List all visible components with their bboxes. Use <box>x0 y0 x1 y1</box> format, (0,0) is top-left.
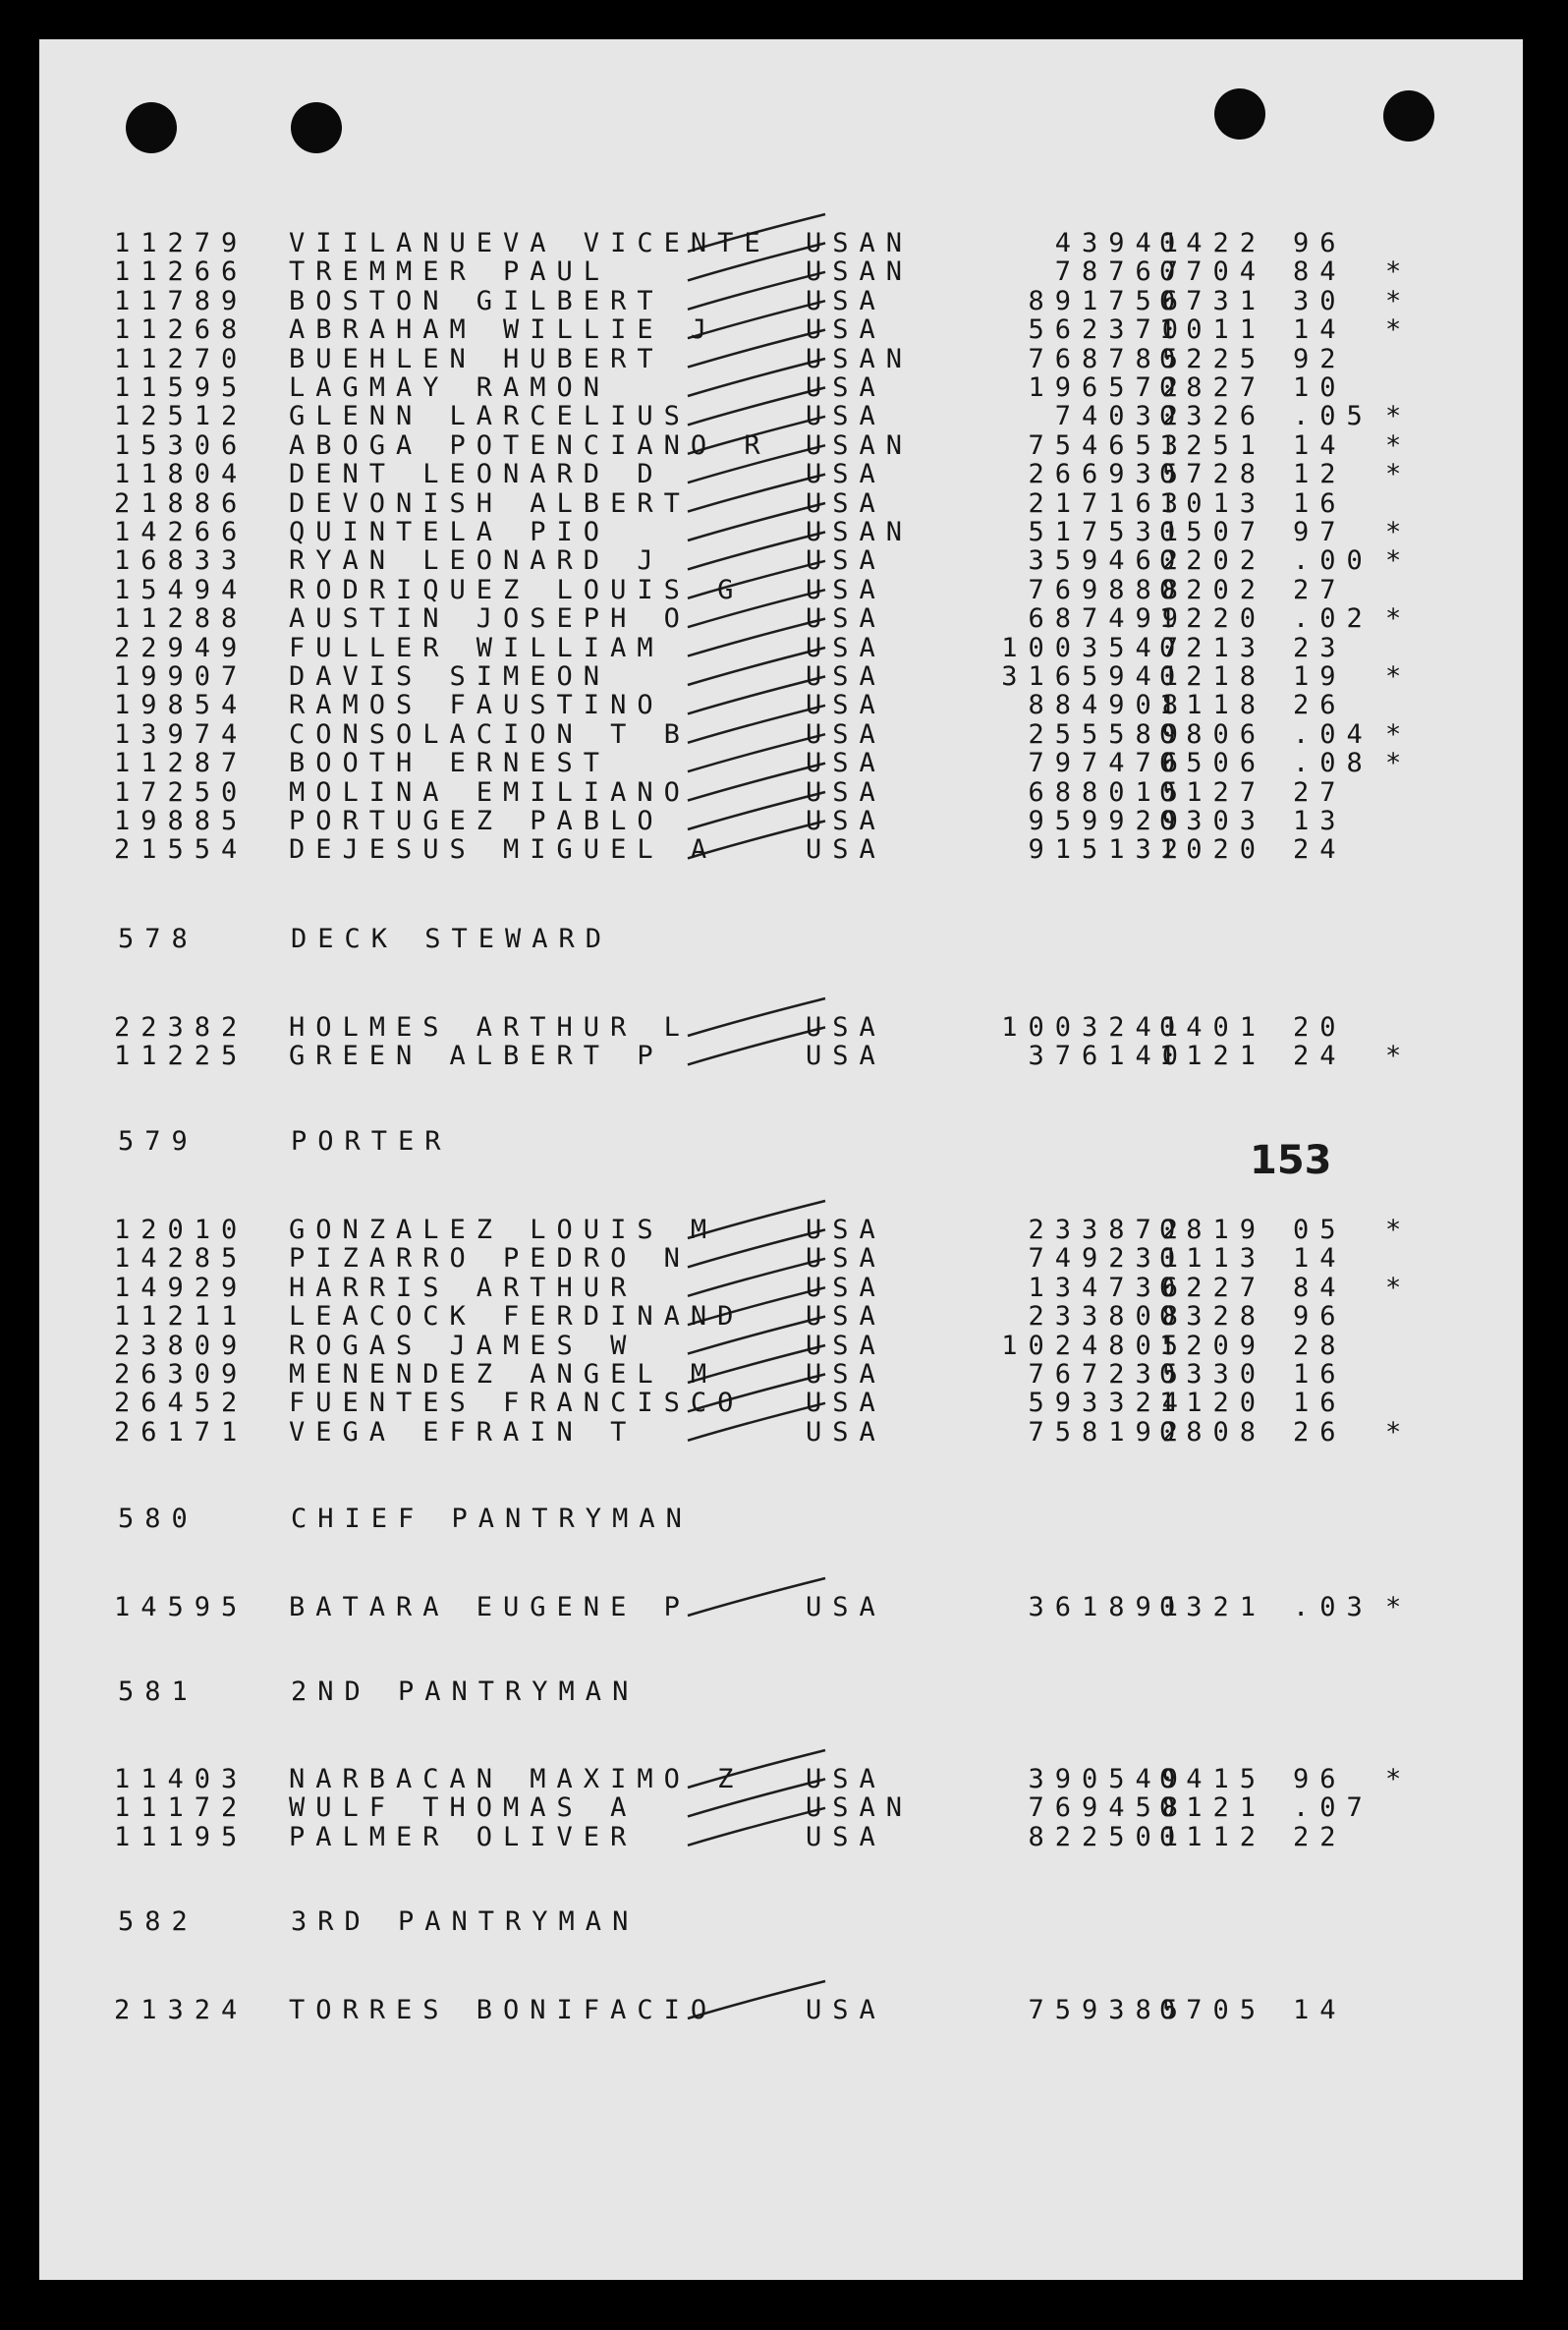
date-code: 1011 <box>1159 314 1267 346</box>
section-heading <box>39 1906 1523 1936</box>
crew-row <box>39 1995 1523 2024</box>
section-heading <box>39 1504 1523 1533</box>
employee-number: 26309 <box>114 1359 249 1390</box>
document-number: 1024805 <box>1001 1330 1189 1361</box>
crew-row <box>39 256 1523 286</box>
date-code: 0218 <box>1159 661 1267 692</box>
document-number: 884908 <box>1028 690 1189 721</box>
crew-name: HOLMES ARTHUR L <box>289 1012 691 1043</box>
date-code: 0121 <box>1159 1792 1267 1824</box>
citizenship: USA <box>806 1243 886 1275</box>
crew-row <box>39 344 1523 373</box>
employee-number: 11789 <box>114 285 249 316</box>
asterisk-mark: * <box>1385 1764 1413 1794</box>
section-heading <box>39 924 1523 953</box>
citizenship: USA <box>806 1301 886 1333</box>
crew-name: BUEHLEN HUBERT <box>289 343 664 374</box>
date-code: 0705 <box>1159 1995 1267 2025</box>
employee-number: 22949 <box>114 632 249 663</box>
crew-row <box>39 1388 1523 1417</box>
date-code: 0506 <box>1159 748 1267 779</box>
crew-name: HARRIS ARTHUR <box>289 1272 638 1303</box>
document-number: 769888 <box>1028 574 1189 605</box>
section-title: 3RD PANTRYMAN <box>291 1906 640 1937</box>
citizenship: USA <box>806 1388 886 1419</box>
crew-name: FUENTES FRANCISCO <box>289 1388 745 1419</box>
year-code: .03 <box>1293 1592 1373 1622</box>
crew-name: GLENN LARCELIUS <box>289 401 691 432</box>
year-code: 96 <box>1293 1764 1347 1794</box>
crew-name: AUSTIN JOSEPH O <box>289 603 691 635</box>
document-number: 562370 <box>1028 314 1189 346</box>
document-number: 361891 <box>1028 1592 1189 1622</box>
date-code: 1020 <box>1159 834 1267 866</box>
crew-name: PIZARRO PEDRO N <box>289 1243 691 1275</box>
year-code: .07 <box>1293 1792 1373 1824</box>
date-code: 1251 <box>1159 429 1267 461</box>
employee-number: 11287 <box>114 748 249 779</box>
citizenship: USA <box>806 1359 886 1390</box>
year-code: 16 <box>1293 1388 1347 1419</box>
year-code: 84 <box>1293 256 1347 288</box>
date-code: 0827 <box>1159 372 1267 403</box>
crew-row <box>39 1273 1523 1302</box>
date-code: 0328 <box>1159 1301 1267 1333</box>
employee-number: 11403 <box>114 1764 249 1794</box>
crew-row <box>39 488 1523 518</box>
date-code: 0303 <box>1159 806 1267 836</box>
citizenship: USA <box>806 834 886 866</box>
date-code: 0728 <box>1159 459 1267 490</box>
crew-name: WULF THOMAS A <box>289 1792 638 1824</box>
employee-number: 11195 <box>114 1821 249 1852</box>
citizenship: USAN <box>806 517 914 547</box>
year-code: 16 <box>1293 487 1347 519</box>
year-code: 28 <box>1293 1330 1347 1361</box>
year-code: 92 <box>1293 343 1347 374</box>
employee-number: 11279 <box>114 228 249 258</box>
crew-row <box>39 1359 1523 1389</box>
document-number: 266935 <box>1028 459 1189 490</box>
year-code: 23 <box>1293 632 1347 663</box>
crew-name: PORTUGEZ PABLO <box>289 806 664 836</box>
crew-row <box>39 690 1523 719</box>
citizenship: USA <box>806 806 886 836</box>
crew-name: BATARA EUGENE P <box>289 1592 691 1622</box>
date-code: 0415 <box>1159 1764 1267 1794</box>
crew-row <box>39 1792 1523 1822</box>
date-code: 0127 <box>1159 776 1267 808</box>
document-number: 233808 <box>1028 1301 1189 1333</box>
crew-name: TORRES BONIFACIO <box>289 1995 718 2025</box>
document-number: 1003241 <box>1001 1012 1189 1043</box>
crew-name: DAVIS SIMEON <box>289 661 611 692</box>
year-code: 13 <box>1293 806 1347 836</box>
document-number: 517531 <box>1028 517 1189 547</box>
document-number: 797476 <box>1028 748 1189 779</box>
employee-number: 26452 <box>114 1388 249 1419</box>
date-code: 0731 <box>1159 285 1267 316</box>
employee-number: 22382 <box>114 1012 249 1043</box>
employee-number: 21554 <box>114 834 249 866</box>
document-number: 822501 <box>1028 1821 1189 1852</box>
crew-name: BOOTH ERNEST <box>289 748 611 779</box>
crew-row <box>39 1417 1523 1447</box>
asterisk-mark: * <box>1385 285 1413 316</box>
crew-name: ABRAHAM WILLIE J <box>289 314 718 346</box>
date-code: 0113 <box>1159 1243 1267 1275</box>
date-code: 1121 <box>1159 1041 1267 1072</box>
crew-row <box>39 633 1523 662</box>
section-title: 2ND PANTRYMAN <box>291 1676 640 1707</box>
document-number: 255589 <box>1028 718 1189 750</box>
crew-row <box>39 575 1523 604</box>
date-code: 0213 <box>1159 632 1267 663</box>
crew-row <box>39 1331 1523 1360</box>
crew-name: NARBACAN MAXIMO Z <box>289 1764 745 1794</box>
year-code: 30 <box>1293 285 1347 316</box>
crew-name: BOSTON GILBERT <box>289 285 664 316</box>
crew-row <box>39 1012 1523 1042</box>
crew-row <box>39 777 1523 807</box>
employee-number: 17250 <box>114 776 249 808</box>
year-code: 24 <box>1293 1041 1347 1072</box>
crew-name: MENENDEZ ANGEL M <box>289 1359 718 1390</box>
crew-row <box>39 1301 1523 1331</box>
crew-name: ROGAS JAMES W <box>289 1330 638 1361</box>
document-number: 217163 <box>1028 487 1189 519</box>
document-number: 891756 <box>1028 285 1189 316</box>
employee-number: 19907 <box>114 661 249 692</box>
crew-row <box>39 372 1523 402</box>
section-title: CHIEF PANTRYMAN <box>291 1504 693 1534</box>
date-code: 0321 <box>1159 1592 1267 1622</box>
employee-number: 23809 <box>114 1330 249 1361</box>
crew-row <box>39 314 1523 344</box>
asterisk-mark: * <box>1385 314 1413 346</box>
citizenship: USA <box>806 1764 886 1794</box>
section-code: 579 <box>118 1126 198 1157</box>
year-code: 27 <box>1293 776 1347 808</box>
asterisk-mark: * <box>1385 661 1413 692</box>
asterisk-mark: * <box>1385 1041 1413 1072</box>
date-code: 0112 <box>1159 1821 1267 1852</box>
section-heading <box>39 1126 1523 1156</box>
document-number: 754653 <box>1028 429 1189 461</box>
date-code: 0806 <box>1159 718 1267 750</box>
year-code: .00 <box>1293 545 1373 577</box>
employee-number: 12010 <box>114 1215 249 1245</box>
document-number: 688015 <box>1028 776 1189 808</box>
citizenship: USA <box>806 314 886 346</box>
asterisk-mark: * <box>1385 718 1413 750</box>
year-code: 05 <box>1293 1215 1347 1245</box>
year-code: 16 <box>1293 1359 1347 1390</box>
document-number: 593324 <box>1028 1388 1189 1419</box>
crew-row <box>39 430 1523 460</box>
section-code: 580 <box>118 1504 198 1534</box>
citizenship: USA <box>806 1012 886 1043</box>
year-code: 19 <box>1293 661 1347 692</box>
year-code: 12 <box>1293 459 1347 490</box>
document-number: 915132 <box>1028 834 1189 866</box>
document-number: 759385 <box>1028 1995 1189 2025</box>
citizenship: USA <box>806 1821 886 1852</box>
citizenship: USA <box>806 574 886 605</box>
employee-number: 12512 <box>114 401 249 432</box>
crew-name: DEVONISH ALBERT <box>289 487 691 519</box>
crew-row <box>39 1764 1523 1793</box>
crew-name: RAMOS FAUSTINO <box>289 690 664 721</box>
asterisk-mark: * <box>1385 517 1413 547</box>
year-code: 96 <box>1293 1301 1347 1333</box>
crew-row <box>39 1592 1523 1621</box>
year-code: .02 <box>1293 603 1373 635</box>
document-number: 134736 <box>1028 1272 1189 1303</box>
year-code: 14 <box>1293 1995 1347 2025</box>
crew-name: MOLINA EMILIANO <box>289 776 691 808</box>
employee-number: 21324 <box>114 1995 249 2025</box>
citizenship: USAN <box>806 343 914 374</box>
crew-name: VEGA EFRAIN T <box>289 1416 638 1448</box>
crew-row <box>39 1041 1523 1070</box>
crew-name: LAGMAY RAMON <box>289 372 611 403</box>
citizenship: USA <box>806 1592 886 1622</box>
citizenship: USA <box>806 1041 886 1072</box>
date-code: 1220 <box>1159 603 1267 635</box>
citizenship: USA <box>806 487 886 519</box>
date-code: 0330 <box>1159 1359 1267 1390</box>
crew-name: RODRIQUEZ LOUIS G <box>289 574 745 605</box>
crew-name: PALMER OLIVER <box>289 1821 638 1852</box>
document-number: 196572 <box>1028 372 1189 403</box>
crew-name: QUINTELA PIO <box>289 517 611 547</box>
crew-name: GONZALEZ LOUIS M <box>289 1215 718 1245</box>
document-number: 1003547 <box>1001 632 1189 663</box>
citizenship: USA <box>806 1995 886 2025</box>
section-code: 578 <box>118 924 198 954</box>
section-heading <box>39 1676 1523 1706</box>
asterisk-mark: * <box>1385 459 1413 490</box>
year-code: 96 <box>1293 228 1347 258</box>
year-code: 24 <box>1293 834 1347 866</box>
citizenship: USA <box>806 748 886 779</box>
employee-number: 14285 <box>114 1243 249 1275</box>
employee-number: 11268 <box>114 314 249 346</box>
crew-row <box>39 719 1523 749</box>
year-code: .04 <box>1293 718 1373 750</box>
crew-name: DEJESUS MIGUEL A <box>289 834 718 866</box>
asterisk-mark: * <box>1385 429 1413 461</box>
document-number: 749231 <box>1028 1243 1189 1275</box>
citizenship: USA <box>806 1330 886 1361</box>
crew-row <box>39 1243 1523 1273</box>
citizenship: USA <box>806 372 886 403</box>
employee-number: 15306 <box>114 429 249 461</box>
year-code: 84 <box>1293 1272 1347 1303</box>
document-number: 43941 <box>1054 228 1189 258</box>
citizenship: USA <box>806 459 886 490</box>
section-code: 582 <box>118 1906 198 1937</box>
document-number: 78767 <box>1054 256 1189 288</box>
date-code: 1118 <box>1159 690 1267 721</box>
employee-number: 11288 <box>114 603 249 635</box>
section-title: DECK STEWARD <box>291 924 613 954</box>
citizenship: USA <box>806 690 886 721</box>
date-code: 0507 <box>1159 517 1267 547</box>
crew-name: LEACOCK FERDINAND <box>289 1301 745 1333</box>
employee-number: 14595 <box>114 1592 249 1622</box>
year-code: 22 <box>1293 1821 1347 1852</box>
crew-name: CONSOLACION T B <box>289 718 691 750</box>
date-code: 0704 <box>1159 256 1267 288</box>
asterisk-mark: * <box>1385 545 1413 577</box>
document-number: 359462 <box>1028 545 1189 577</box>
crew-row <box>39 1822 1523 1851</box>
year-code: 14 <box>1293 314 1347 346</box>
employee-number: 11270 <box>114 343 249 374</box>
asterisk-mark: * <box>1385 256 1413 288</box>
crew-row <box>39 603 1523 633</box>
crew-row <box>39 545 1523 575</box>
employee-number: 11211 <box>114 1301 249 1333</box>
crew-row <box>39 286 1523 315</box>
document-number: 3165941 <box>1001 661 1189 692</box>
crew-name: VIILANUEVA VICENTE <box>289 228 771 258</box>
employee-number: 11804 <box>114 459 249 490</box>
citizenship: USA <box>806 285 886 316</box>
employee-number: 15494 <box>114 574 249 605</box>
asterisk-mark: * <box>1385 1592 1413 1622</box>
section-code: 581 <box>118 1676 198 1707</box>
employee-number: 14266 <box>114 517 249 547</box>
document-page <box>39 39 1523 2280</box>
employee-number: 19854 <box>114 690 249 721</box>
page-number: 153 <box>1250 1138 1332 1183</box>
crew-row <box>39 459 1523 488</box>
year-code: 97 <box>1293 517 1347 547</box>
crew-row <box>39 517 1523 546</box>
crew-name: ABOGA POTENCIANO R <box>289 429 771 461</box>
document-number: 233872 <box>1028 1215 1189 1245</box>
year-code: 10 <box>1293 372 1347 403</box>
crew-row <box>39 661 1523 691</box>
year-code: 14 <box>1293 429 1347 461</box>
citizenship: USAN <box>806 228 914 258</box>
date-code: 0227 <box>1159 1272 1267 1303</box>
employee-number: 19885 <box>114 806 249 836</box>
crew-row <box>39 401 1523 430</box>
date-code: 0326 <box>1159 401 1267 432</box>
crew-name: TREMMER PAUL <box>289 256 611 288</box>
employee-number: 11595 <box>114 372 249 403</box>
date-code: 1209 <box>1159 1330 1267 1361</box>
date-code: 0819 <box>1159 1215 1267 1245</box>
document-number: 687499 <box>1028 603 1189 635</box>
document-number: 390549 <box>1028 1764 1189 1794</box>
date-code: 1013 <box>1159 487 1267 519</box>
crew-row <box>39 748 1523 777</box>
citizenship: USA <box>806 545 886 577</box>
crew-row <box>39 834 1523 864</box>
asterisk-mark: * <box>1385 748 1413 779</box>
employee-number: 11172 <box>114 1792 249 1824</box>
document-number: 768785 <box>1028 343 1189 374</box>
citizenship: USA <box>806 661 886 692</box>
year-code: .05 <box>1293 401 1373 432</box>
document-number: 767235 <box>1028 1359 1189 1390</box>
year-code: 14 <box>1293 1243 1347 1275</box>
citizenship: USAN <box>806 256 914 288</box>
employee-number: 11266 <box>114 256 249 288</box>
date-code: 0808 <box>1159 1416 1267 1448</box>
year-code: 27 <box>1293 574 1347 605</box>
crew-name: GREEN ALBERT P <box>289 1041 664 1072</box>
date-code: 1120 <box>1159 1388 1267 1419</box>
citizenship: USA <box>806 776 886 808</box>
citizenship: USA <box>806 603 886 635</box>
crew-row <box>39 806 1523 835</box>
asterisk-mark: * <box>1385 1272 1413 1303</box>
date-code: 0401 <box>1159 1012 1267 1043</box>
document-number: 769458 <box>1028 1792 1189 1824</box>
date-code: 0202 <box>1159 545 1267 577</box>
asterisk-mark: * <box>1385 1215 1413 1245</box>
employee-number: 14929 <box>114 1272 249 1303</box>
employee-number: 16833 <box>114 545 249 577</box>
section-title: PORTER <box>291 1126 452 1157</box>
asterisk-mark: * <box>1385 1416 1413 1448</box>
year-code: 26 <box>1293 1416 1347 1448</box>
employee-number: 13974 <box>114 718 249 750</box>
crew-row <box>39 1215 1523 1244</box>
citizenship: USAN <box>806 1792 914 1824</box>
crew-name: RYAN LEONARD J <box>289 545 664 577</box>
date-code: 0422 <box>1159 228 1267 258</box>
crew-name: FULLER WILLIAM <box>289 632 664 663</box>
document-number: 959929 <box>1028 806 1189 836</box>
citizenship: USAN <box>806 429 914 461</box>
document-number: 74032 <box>1054 401 1189 432</box>
date-code: 0225 <box>1159 343 1267 374</box>
document-number: 376140 <box>1028 1041 1189 1072</box>
year-code: 20 <box>1293 1012 1347 1043</box>
citizenship: USA <box>806 718 886 750</box>
document-number: 758192 <box>1028 1416 1189 1448</box>
citizenship: USA <box>806 632 886 663</box>
year-code: .08 <box>1293 748 1373 779</box>
crew-name: DENT LEONARD D <box>289 459 664 490</box>
asterisk-mark: * <box>1385 401 1413 432</box>
year-code: 26 <box>1293 690 1347 721</box>
citizenship: USA <box>806 401 886 432</box>
crew-row <box>39 228 1523 257</box>
employee-number: 21886 <box>114 487 249 519</box>
asterisk-mark: * <box>1385 603 1413 635</box>
date-code: 0202 <box>1159 574 1267 605</box>
employee-number: 26171 <box>114 1416 249 1448</box>
citizenship: USA <box>806 1416 886 1448</box>
employee-number: 11225 <box>114 1041 249 1072</box>
citizenship: USA <box>806 1272 886 1303</box>
citizenship: USA <box>806 1215 886 1245</box>
